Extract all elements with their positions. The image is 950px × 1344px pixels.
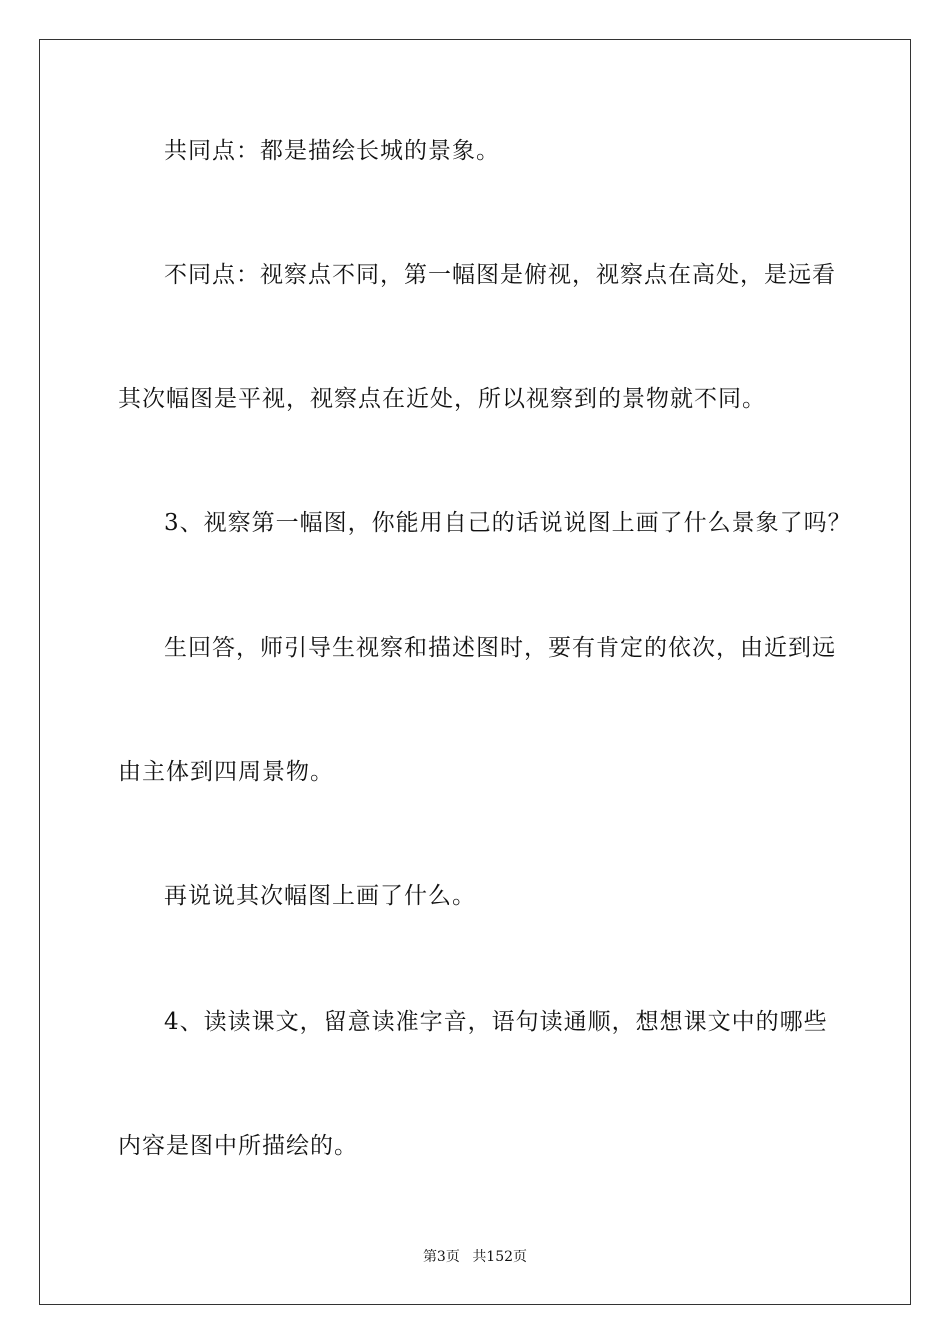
page-footer (0, 1248, 950, 1266)
page-border (39, 39, 911, 1305)
page-total: 共152页 (472, 1249, 528, 1265)
page-number: 第3页 (422, 1249, 460, 1265)
paragraph-line-2: 不同点：视察点不同，第一幅图是俯视，视察点在高处，是远看 (164, 262, 836, 288)
paragraph-line-7: 再说说其次幅图上画了什么。 (164, 883, 476, 909)
paragraph-line-6: 由主体到四周景物。 (118, 759, 334, 785)
paragraph-line-5: 生回答，师引导生视察和描述图时，要有肯定的依次，由近到远 (164, 635, 836, 661)
paragraph-line-8: 4、读读课文，留意读准字音，语句读通顺，想想课文中的哪些 (164, 1009, 828, 1035)
paragraph-line-9: 内容是图中所描绘的。 (118, 1133, 358, 1159)
paragraph-line-4: 3、视察第一幅图，你能用自己的话说说图上画了什么景象了吗？ (164, 510, 852, 536)
paragraph-line-1: 共同点：都是描绘长城的景象。 (164, 138, 500, 164)
paragraph-line-3: 其次幅图是平视，视察点在近处，所以视察到的景物就不同。 (118, 386, 766, 412)
